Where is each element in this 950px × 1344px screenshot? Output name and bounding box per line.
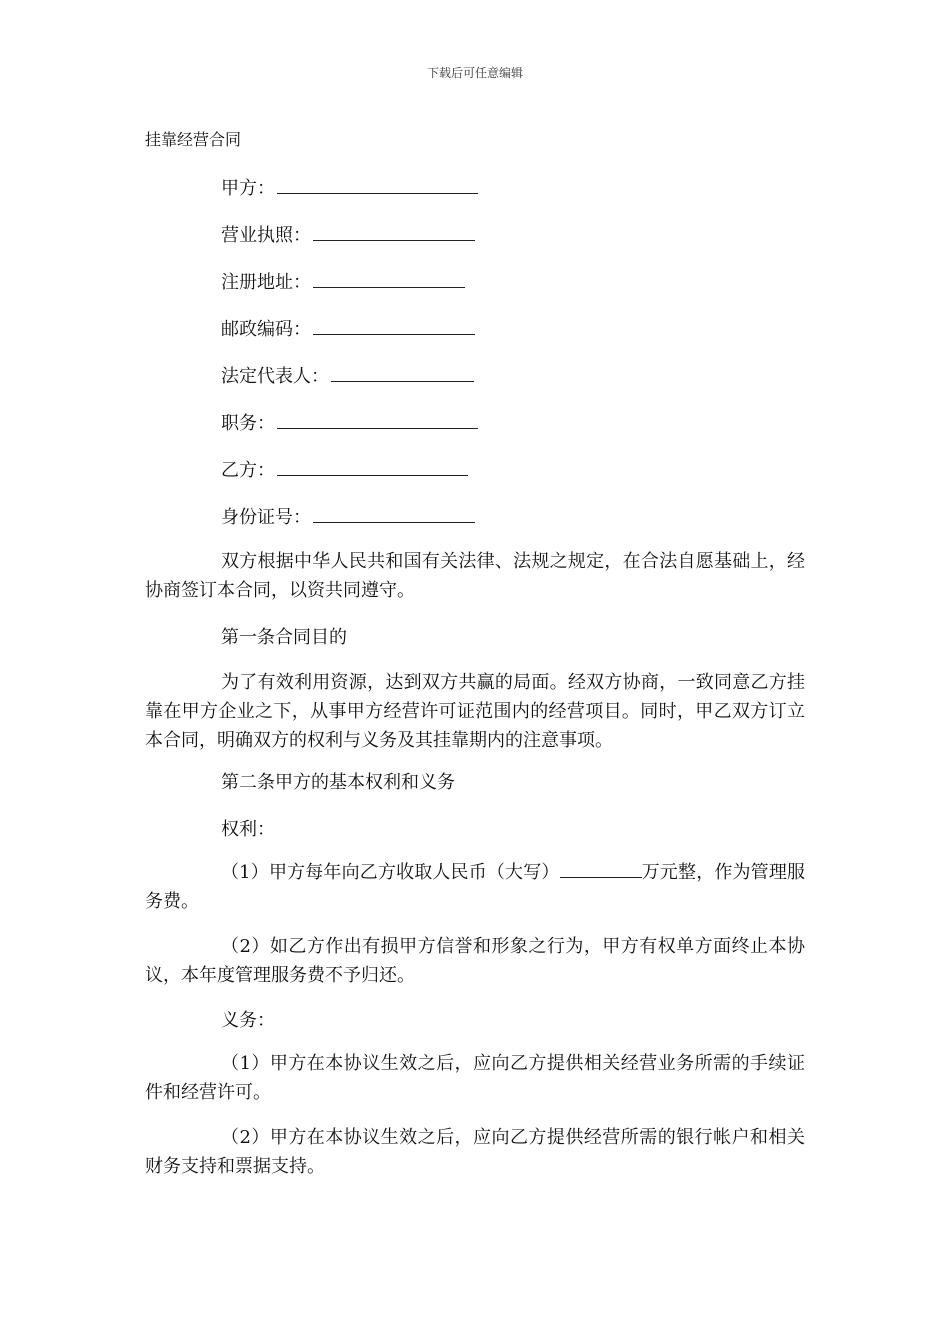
page-header-note: 下载后可任意编辑	[426, 66, 523, 80]
blank-line	[277, 175, 478, 194]
field-position	[221, 409, 478, 435]
blank-line	[277, 457, 468, 476]
field-label: 邮政编码：	[221, 319, 311, 340]
field-label: 身份证号：	[221, 507, 311, 528]
field-label: 法定代表人：	[221, 366, 329, 387]
right-item-1-pre: （1）甲方每年向乙方收取人民币（大写）	[221, 862, 560, 883]
right-item-1-post: 万元整，作为管理服务费。	[145, 862, 806, 912]
blank-line	[331, 363, 474, 382]
field-party-a	[221, 174, 478, 200]
field-party-b	[221, 456, 468, 482]
rights-label: 权利：	[221, 819, 275, 840]
blank-line	[313, 269, 465, 288]
article-2-heading: 第二条甲方的基本权利和义务	[221, 772, 455, 793]
field-label: 职务：	[221, 413, 275, 434]
field-id-number	[221, 503, 475, 529]
duty-item-1: （1）甲方在本协议生效之后，应向乙方提供相关经营业务所需的手续证件和经营许可。	[145, 1053, 805, 1103]
blank-line	[277, 410, 478, 429]
intro-paragraph: 双方根据中华人民共和国有关法律、法规之规定，在合法自愿基础上，经协商签订本合同，以资共同遵守。	[145, 551, 805, 601]
field-label: 甲方：	[221, 178, 275, 199]
blank-line	[313, 316, 475, 335]
duties-label: 义务：	[221, 1010, 275, 1031]
field-label: 乙方：	[221, 460, 275, 481]
field-label: 营业执照：	[221, 225, 311, 246]
right-item-2: （2）如乙方作出有损甲方信誉和形象之行为，甲方有权单方面终止本协议，本年度管理服务费不予归还。	[145, 936, 805, 986]
blank-line	[313, 222, 475, 241]
duty-item-2: （2）甲方在本协议生效之后，应向乙方提供经营所需的银行帐户和相关财务支持和票据支持。	[145, 1127, 805, 1177]
article-1-heading: 第一条合同目的	[221, 627, 347, 648]
field-registered-address	[221, 268, 465, 294]
contract-title: 挂靠经营合同	[145, 130, 242, 149]
blank-line	[313, 504, 475, 523]
right-item-1	[145, 858, 805, 916]
field-business-license	[221, 221, 475, 247]
field-postal-code	[221, 315, 475, 341]
field-legal-representative	[221, 362, 474, 388]
amount-blank	[560, 861, 642, 878]
field-label: 注册地址：	[221, 272, 311, 293]
article-1-text: 为了有效利用资源，达到双方共赢的局面。经双方协商，一致同意乙方挂靠在甲方企业之下，从事甲方经营许可证范围内的经营项目。同时，甲乙双方订立本合同，明确双方的权利与义务及其挂靠期内的注意事项。	[145, 672, 805, 751]
